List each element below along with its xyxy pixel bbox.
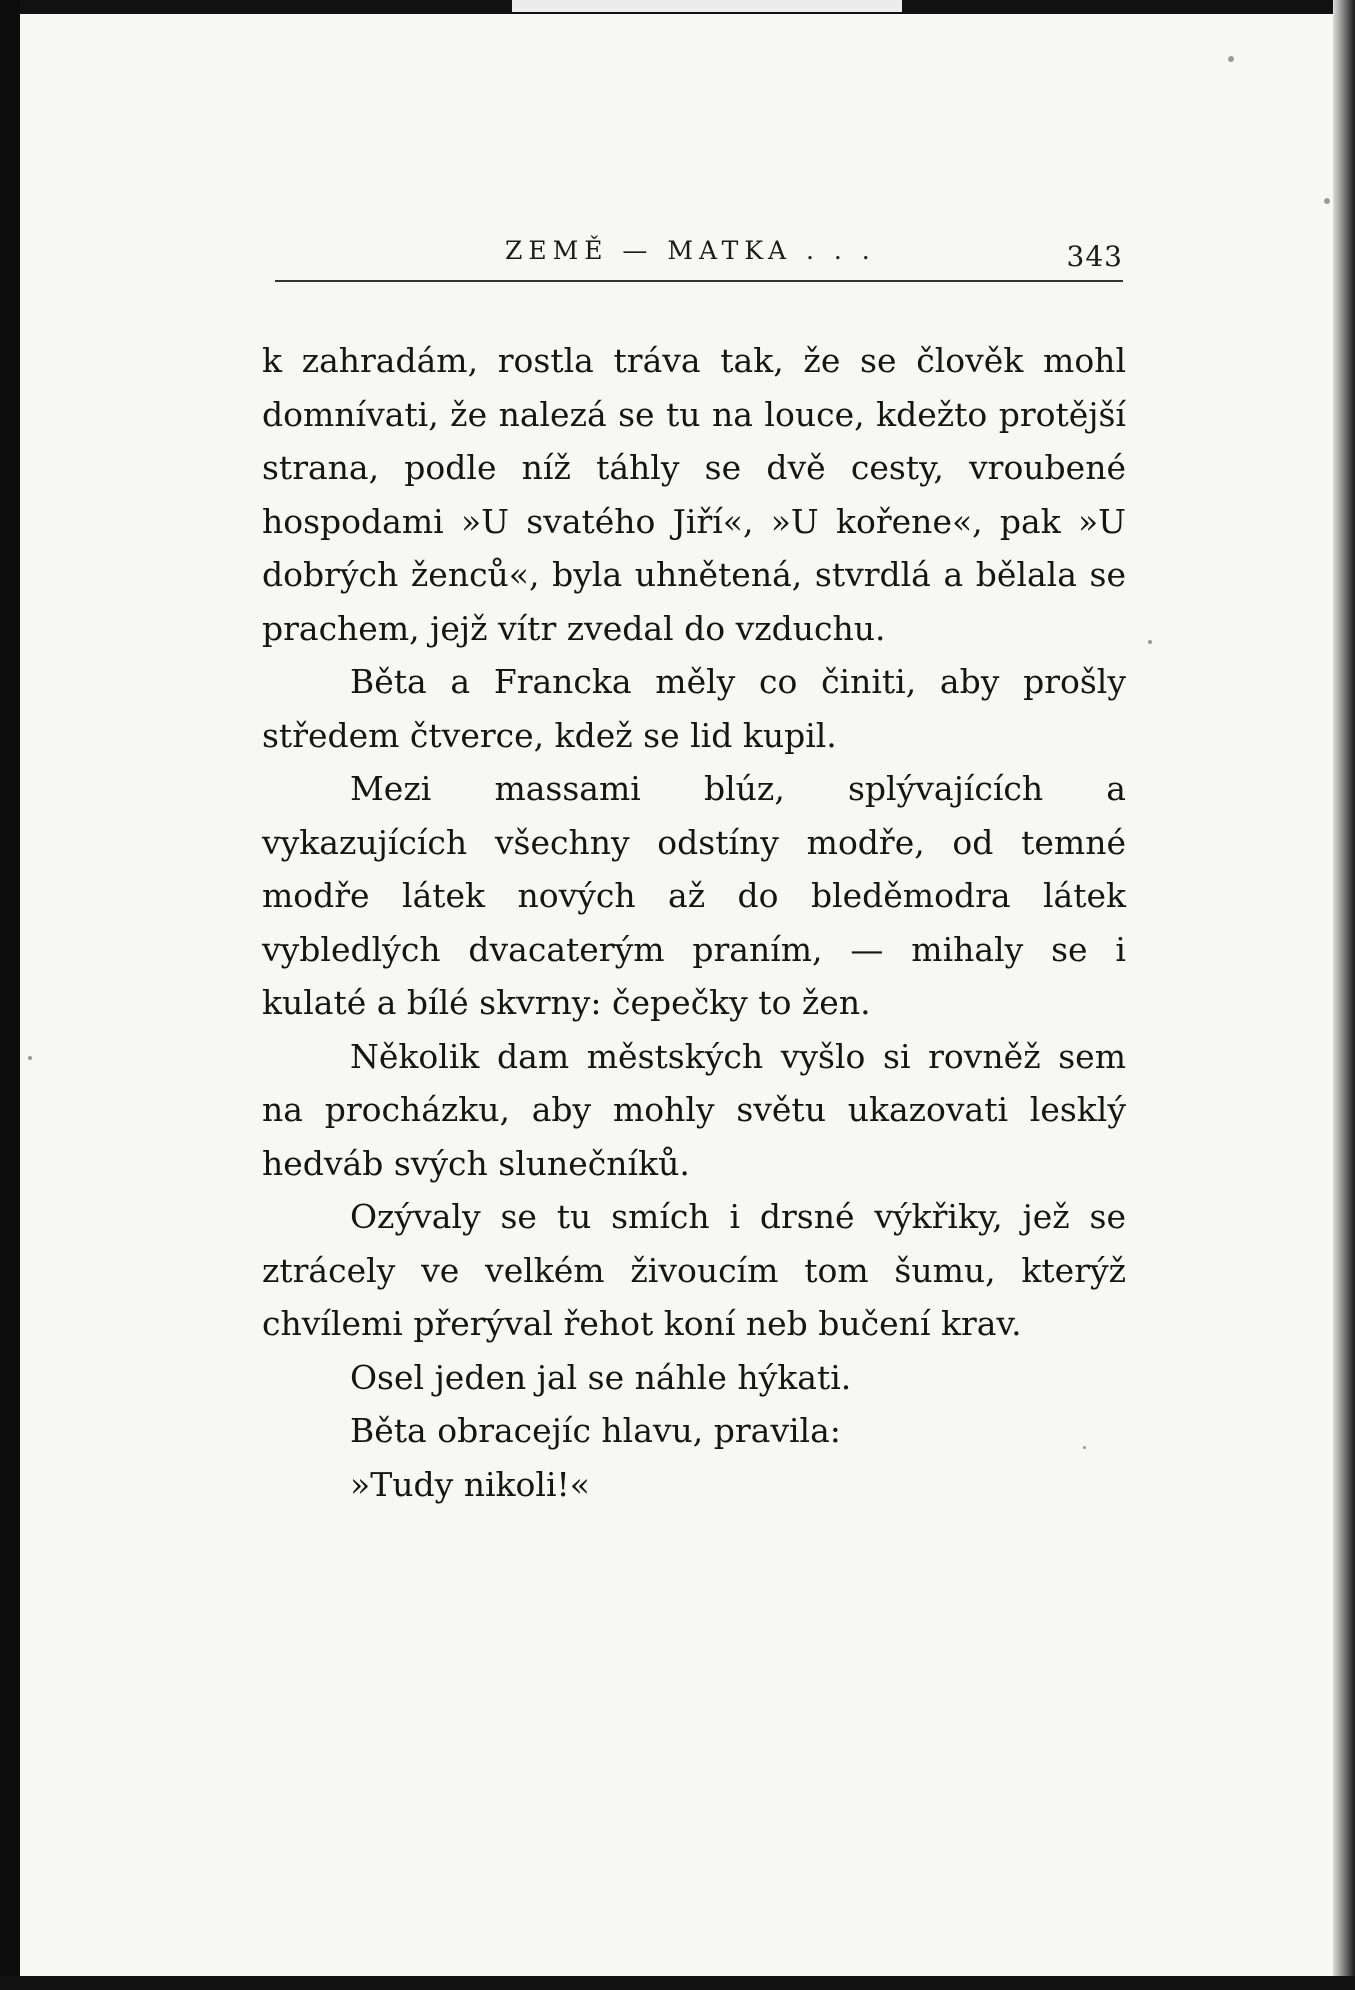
- paragraph: »Tudy nikoli!«: [350, 1464, 590, 1504]
- paragraph: Běta a Francka měly co činiti, aby prošly středem čtverce, kdež se lid kupil.: [262, 662, 1126, 755]
- dust-speck: [1148, 640, 1152, 644]
- paragraph: Mezi massami blúz, splývajících a vykazujících všechny odstíny modře, od temné modře látek nových až do bleděmodra látek vybledlých dvacaterým praním, — mihaly se i kulaté a bílé skvrny: čepečky to žen.: [262, 769, 1126, 1022]
- scan-top-tab: [512, 0, 902, 12]
- dust-speck: [28, 1056, 32, 1060]
- paragraph: Několik dam městských vyšlo si rovněž sem na procházku, aby mohly světu ukazovati lesklý hedváb svých slunečníků.: [262, 1036, 1126, 1183]
- dust-speck: [1324, 198, 1330, 204]
- paragraph: Běta obracejíc hlavu, pravila:: [350, 1411, 841, 1450]
- scan-right-edge: [1333, 0, 1355, 1990]
- paragraph: k zahradám, rostla tráva tak, že se člověk mohl domnívati, že nalezá se tu na louce, kdežto protější strana, podle níž táhly se dvě cesty, vroubené hospodami »U svatého Jiří«, »U kořene«, pak »U dobrých ženců«, byla uhnětená, stvrdlá a bělala se prachem, jejž vítr zvedal do vzduchu.: [262, 341, 1126, 648]
- running-header: [275, 220, 1123, 282]
- paragraph: Osel jeden jal se náhle hýkati.: [350, 1357, 852, 1397]
- paragraph: Ozývaly se tu smích i drsné výkřiky, jež se ztrácely ve velkém živoucím tom šumu, kterýž chvílemi přerýval řehot koní neb bučení krav.: [262, 1197, 1126, 1343]
- running-title: ZEMĚ — MATKA . . .: [505, 236, 876, 265]
- scan-bottom-edge: [0, 1976, 1355, 1990]
- page-number: 343: [1066, 240, 1123, 273]
- dust-speck: [1228, 56, 1234, 62]
- body-text: [262, 334, 1126, 1511]
- scan-left-edge: [0, 0, 20, 1990]
